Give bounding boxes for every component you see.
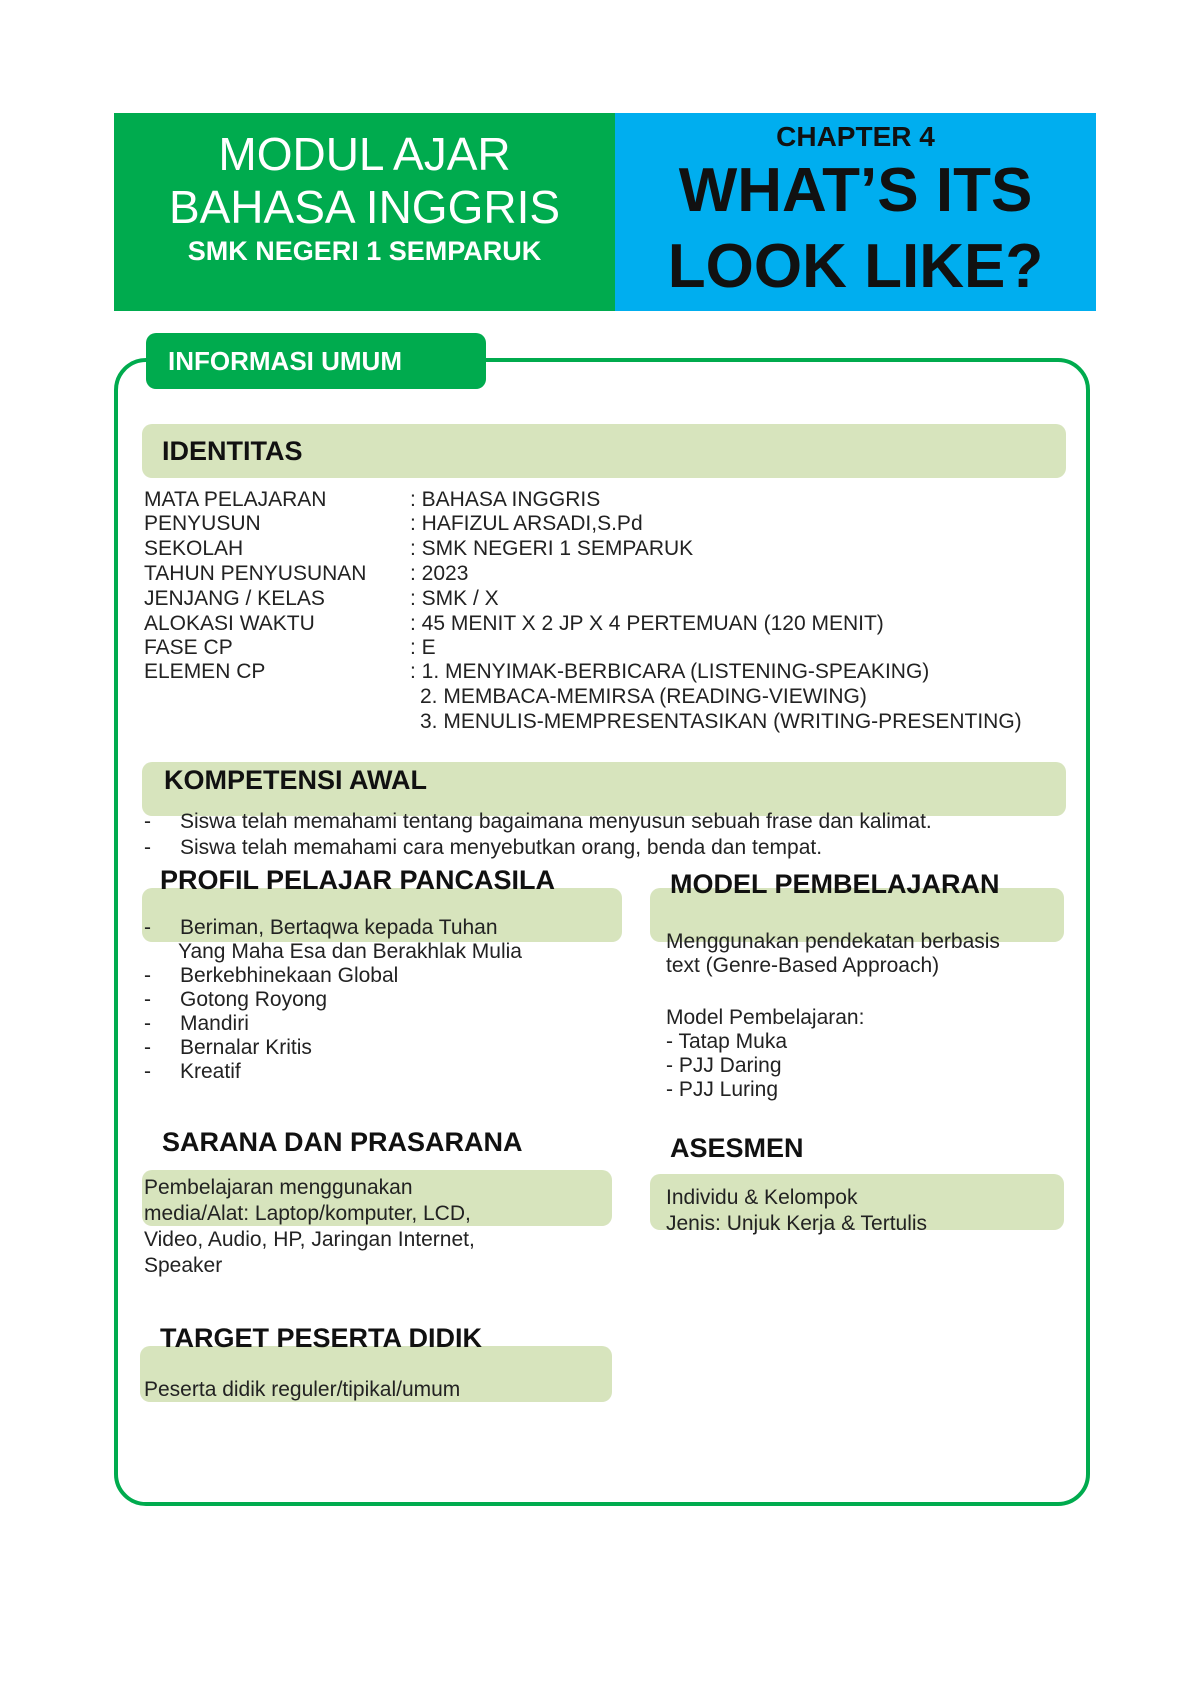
identitas-value: : E (410, 636, 436, 659)
chapter-title-line1: WHAT’S ITS (678, 156, 1033, 225)
identitas-label: ELEMEN CP (144, 660, 266, 683)
identitas-value: : 2023 (410, 562, 469, 585)
profil-title: PROFIL PELAJAR PANCASILA (160, 865, 556, 895)
identitas-row (144, 636, 1084, 660)
chapter-label: CHAPTER 4 (776, 121, 935, 152)
asesmen-line: Jenis: Unjuk Kerja & Tertulis (666, 1212, 928, 1235)
model-line: Menggunakan pendekatan berbasis (666, 930, 1000, 953)
identitas-row (144, 612, 1084, 636)
list-item: - PJJ Luring (666, 1078, 779, 1101)
asesmen-content (666, 1186, 1086, 1238)
profil-items (144, 964, 614, 1084)
list-item: - PJJ Daring (666, 1054, 782, 1077)
school-name: SMK NEGERI 1 SEMPARUK (187, 236, 542, 266)
sarana-line: Video, Audio, HP, Jaringan Internet, (144, 1228, 475, 1251)
identitas-label: ALOKASI WAKTU (144, 612, 315, 635)
list-item: - Mandiri (144, 1012, 249, 1035)
identitas-row (144, 710, 1084, 734)
list-item: - Siswa telah memahami cara menyebutkan orang, benda dan tempat. (144, 836, 823, 859)
header-right-block (615, 113, 1096, 311)
target-text: Peserta didik reguler/tipikal/umum (144, 1378, 461, 1401)
identitas-value: : HAFIZUL ARSADI,S.Pd (410, 512, 643, 535)
list-item: - Kreatif (144, 1060, 241, 1083)
sarana-title: SARANA DAN PRASARANA (162, 1127, 523, 1157)
identitas-row (144, 562, 1084, 586)
identitas-value: : SMK / X (410, 587, 499, 610)
info-tab: INFORMASI UMUM (146, 333, 486, 389)
target-title: TARGET PESERTA DIDIK (160, 1323, 483, 1353)
identitas-row (144, 587, 1084, 611)
identitas-label: SEKOLAH (144, 537, 244, 560)
identitas-row (144, 537, 1084, 561)
profil-list (144, 916, 614, 1084)
identitas-label: PENYUSUN (144, 512, 261, 535)
model-title: MODEL PEMBELAJARAN (670, 869, 1000, 899)
identitas-value: : SMK NEGERI 1 SEMPARUK (410, 537, 694, 560)
model-content (666, 930, 1086, 1102)
identitas-value: 3. MENULIS-MEMPRESENTASIKAN (WRITING-PRESENTING) (420, 710, 1022, 733)
asesmen-line: Individu & Kelompok (666, 1186, 858, 1209)
kompetensi-title: KOMPETENSI AWAL (164, 765, 428, 795)
identitas-table (144, 488, 1084, 733)
list-item: - Siswa telah memahami tentang bagaimana menyusun sebuah frase dan kalimat. (144, 810, 932, 833)
model-line: text (Genre-Based Approach) (666, 954, 940, 977)
list-item: - Bernalar Kritis (144, 1036, 312, 1059)
list-item: - Gotong Royong (144, 988, 328, 1011)
sarana-content (144, 1176, 614, 1280)
module-title-line1: MODUL AJAR (218, 128, 511, 180)
identitas-row (144, 685, 1084, 709)
module-title-line2: BAHASA INGGRIS (168, 181, 561, 233)
identitas-value: : BAHASA INGGRIS (410, 488, 601, 511)
identitas-label: FASE CP (144, 636, 233, 659)
sarana-line: Speaker (144, 1254, 223, 1277)
identitas-value: : 45 MENIT X 2 JP X 4 PERTEMUAN (120 MENIT) (410, 612, 884, 635)
asesmen-title: ASESMEN (670, 1133, 804, 1163)
list-item: - Berkebhinekaan Global (144, 964, 399, 987)
identitas-label: TAHUN PENYUSUNAN (144, 562, 367, 585)
kompetensi-list (144, 810, 932, 862)
model-line: Model Pembelajaran: (666, 1006, 865, 1029)
identitas-value: 2. MEMBACA-MEMIRSA (READING-VIEWING) (420, 685, 867, 708)
chapter-title-line2: LOOK LIKE? (667, 232, 1044, 301)
identitas-row (144, 660, 1084, 684)
identitas-label: MATA PELAJARAN (144, 488, 327, 511)
list-item: - Beriman, Bertaqwa kepada Tuhan (144, 916, 498, 939)
identitas-value: : 1. MENYIMAK-BERBICARA (LISTENING-SPEAKING) (410, 660, 930, 683)
sarana-line: Pembelajaran menggunakan (144, 1176, 413, 1199)
sarana-line: media/Alat: Laptop/komputer, LCD, (144, 1202, 471, 1225)
identitas-row (144, 512, 1084, 536)
list-item-continuation: Yang Maha Esa dan Berakhlak Mulia (178, 940, 522, 963)
header-left-block (114, 113, 615, 311)
identitas-label: JENJANG / KELAS (144, 587, 325, 610)
list-item: - Tatap Muka (666, 1030, 788, 1053)
identitas-title: IDENTITAS (162, 436, 303, 466)
identitas-row (144, 488, 1084, 512)
